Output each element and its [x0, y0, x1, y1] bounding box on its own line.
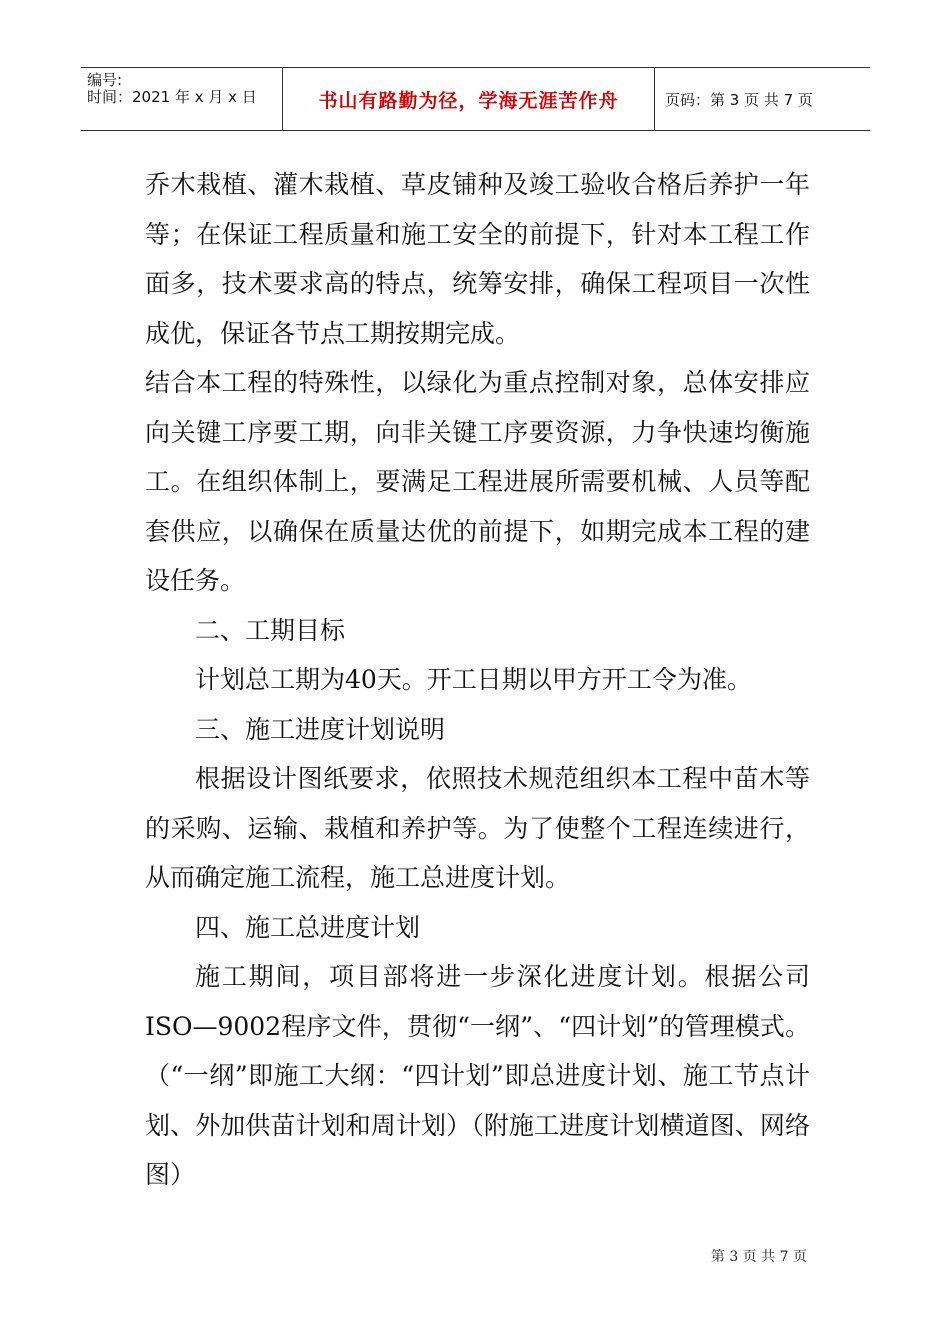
document-body	[145, 160, 810, 1200]
page-footer: 第 3 页 共 7 页	[710, 1249, 807, 1265]
header-page-number: 页码：第 3 页 共 7 页	[665, 90, 813, 109]
body-paragraph: 施工期间，项目部将进一步深化进度计划。根据公司ISO—9002程序文件，贯彻“一纲”、“四计划”的管理模式。（“一纲”即施工大纲：“四计划”即总进度计划、施工节点计划、外加供苗计划和周计划）（附施工进度计划横道图、网络图）	[145, 962, 810, 1189]
body-paragraph: 根据设计图纸要求，依照技术规范组织本工程中苗木等的采购、运输、栽植和养护等。为了使整个工程连续进行，从而确定施工流程，施工总进度计划。	[145, 764, 810, 892]
header-meta	[81, 68, 283, 130]
document-number-label: 编号:	[87, 71, 123, 89]
header-motto: 书山有路勤为径，学海无涯苦作舟	[318, 89, 619, 112]
body-paragraph: 计划总工期为40天。开工日期以甲方开工令为准。	[195, 665, 752, 694]
section-heading: 二、工期目标	[195, 615, 346, 645]
document-date-label: 时间：2021 年 x 月 x 日	[87, 88, 257, 106]
body-paragraph: 乔木栽植、灌木栽植、草皮铺种及竣工验收合格后养护一年等；在保证工程质量和施工安全的前提下，针对本工程工作面多，技术要求高的特点，统筹安排，确保工程项目一次性成优，保证各节点工期按期完成。	[145, 170, 810, 348]
body-paragraph: 结合本工程的特殊性，以绿化为重点控制对象，总体安排应向关键工序要工期，向非关键工序要资源，力争快速均衡施工。在组织体制上，要满足工程进展所需要机械、人员等配套供应，以确保在质量达优的前提下，如期完成本工程的建设任务。	[145, 368, 810, 595]
section-heading: 四、施工总进度计划	[195, 912, 421, 942]
page-header	[81, 67, 870, 131]
header-motto-cell	[283, 68, 655, 130]
section-heading: 三、施工进度计划说明	[195, 714, 446, 744]
